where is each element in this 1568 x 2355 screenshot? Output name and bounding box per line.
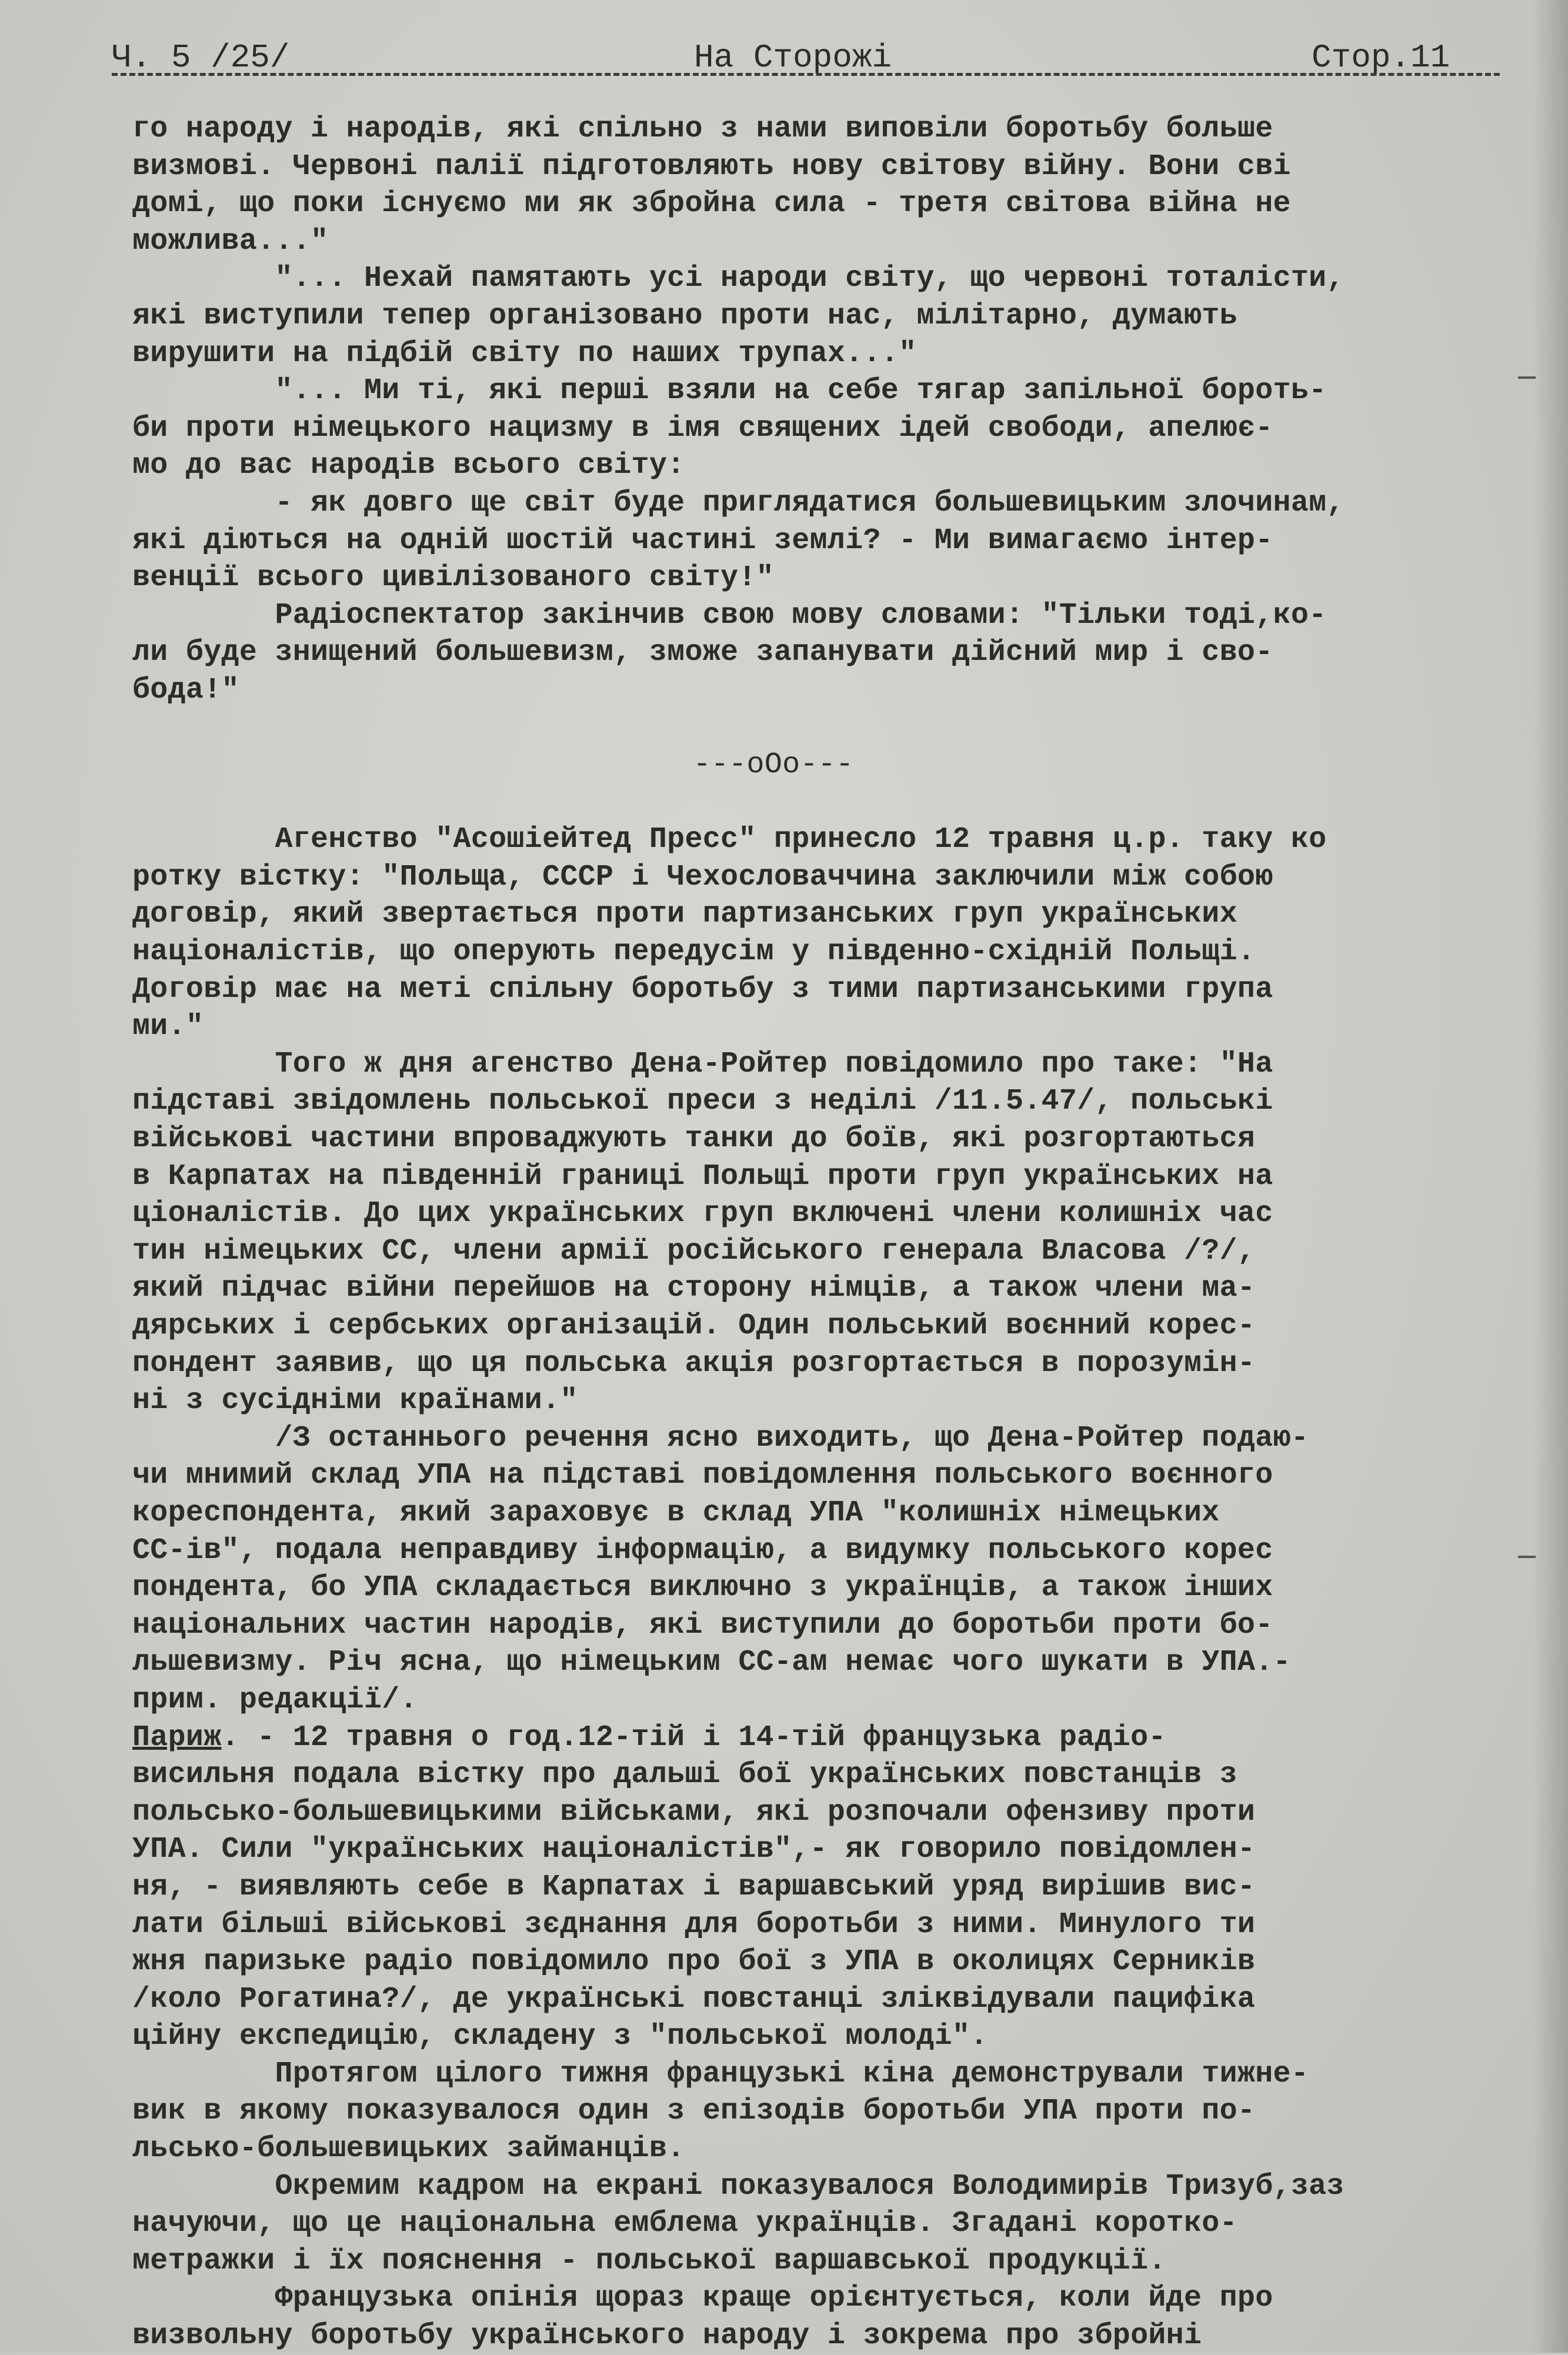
text-line: Договір має на меті спільну боротьбу з тими партизанськими групa — [132, 972, 1273, 1006]
text-line: СС-ів", подала неправдиву інформацію, а видумку польського корес — [132, 1533, 1273, 1567]
text-line: тин німецьких СС, члени армії російського генерала Власова /?/, — [132, 1234, 1256, 1268]
text-line: прим. редакції/. — [132, 1683, 418, 1717]
text-line: вирушити на підбій світу по наших трупах..." — [132, 336, 917, 371]
margin-mark — [1518, 376, 1536, 379]
text-line: /З останнього речення ясно виходить, що Дена-Ройтер подаю- — [132, 1421, 1309, 1455]
text-line: ротку вістку: "Польща, СССР і Чехословаччина заключили між собою — [132, 860, 1273, 894]
text-line: в Карпатах на південній границі Польщі проти груп українських на — [132, 1159, 1273, 1193]
text-line: висильня подала вістку про дальші бої українських повстанців з — [132, 1758, 1237, 1792]
text-line: венції всього цивілізованого світу!" — [132, 561, 774, 595]
text-line: го народу і народів, які спільно з нами виповіли боротьбу больше — [132, 112, 1273, 146]
text-line: пондент заявив, що ця польська акція розгортається в порозумін- — [132, 1346, 1256, 1380]
text-line: ли буде знищений большевизм, зможе запанувати дійсний мир і сво- — [132, 636, 1273, 670]
text-line: домі, що поки існуємо ми як збройна сила - третя світова війна не — [132, 187, 1291, 221]
text-line: льсько-большевицьких займанців. — [132, 2132, 685, 2166]
text-line: УПА. Сили "українських націоналістів",- як говорило повідомлен- — [132, 1833, 1256, 1867]
text-line: /коло Рогатина?/, де українські повстанці зліквідували пацифіка — [132, 1982, 1256, 2016]
text-line: ціоналістів. До цих українських груп включені члени колишніх час — [132, 1197, 1273, 1231]
text-line: можлива..." — [132, 224, 329, 258]
text-line: Протягом цілого тижня французькі кіна демонстрували тижне- — [132, 2057, 1309, 2091]
text-line: які діються на одній шостій частині землі? - Ми вимагаємо інтер- — [132, 523, 1273, 558]
text-line: Французька опінія щораз краще орієнтується, коли йде про — [132, 2281, 1273, 2316]
margin-mark — [1518, 1556, 1536, 1558]
text-line: договір, який звертається проти партизанських груп українських — [132, 898, 1237, 932]
text-line: Окремим кадром на екрані показувалося Володимирів Тризуб,заз — [132, 2169, 1345, 2203]
page-header — [112, 34, 1512, 81]
text-line: Агенство "Асошіейтед Пресс" принесло 12 травня ц.р. таку ко — [132, 823, 1327, 857]
text-line: підставі звідомлень польської преси з неділі /11.5.47/, польські — [132, 1085, 1273, 1119]
text-line: військові частини впроваджують танки до боїв, які розгортаються — [132, 1122, 1256, 1156]
text-line: націоналістів, що оперують передусім у південно-східній Польщі. — [132, 935, 1256, 969]
text-line: національних частин народів, які виступили до боротьби проти бо- — [132, 1608, 1273, 1642]
text-line: ---oOo--- — [693, 748, 854, 782]
text-line: які виступили тепер організовано проти нас, мілітарно, думають — [132, 299, 1237, 333]
text-line: жня паризьке радіо повідомило про бої з УПА в околицях Серників — [132, 1945, 1256, 1979]
text-line: чи мнимий склад УПА на підставі повідомлення польського воєнного — [132, 1459, 1273, 1493]
page-number: Стор.11 — [1312, 39, 1450, 76]
text-line: начуючи, що це національна емблема українців. Згадані коротко- — [132, 2207, 1237, 2241]
text-line — [132, 709, 1503, 747]
text-line: ня, - виявляють себе в Карпатах і варшавський уряд вирішив вис- — [132, 1870, 1256, 1904]
text-line: ми." — [132, 1010, 204, 1044]
text-line: ційну експедицію, складену з "польської молоді". — [132, 2020, 988, 2054]
text-line: дярських і сербських організацій. Один польський воєнний корес- — [132, 1309, 1256, 1343]
text-line: "... Ми ті, які перші взяли на себе тягар запільної бороть- — [132, 374, 1327, 408]
text-line: визвольну боротьбу українського народу і зокрема про збройні — [132, 2319, 1202, 2353]
text-line: польсько-большевицькими військами, які розпочали офензиву проти — [132, 1795, 1256, 1829]
text-line: би проти німецького нацизму в імя священих ідей свободи, апелює- — [132, 411, 1273, 445]
text-line: Того ж дня агенство Дена-Ройтер повідомило про таке: "На — [132, 1047, 1273, 1081]
text-line: пондента, бо УПА складається виключно з українців, а також інших — [132, 1571, 1273, 1605]
header-dashed-rule — [112, 73, 1500, 76]
text-line: бода!" — [132, 673, 239, 707]
newspaper-title: На Сторожі — [694, 39, 892, 76]
text-line: Париж. - 12 травня о год.12-тій і 14-тій французька радіо- — [132, 1720, 1166, 1754]
text-line: який підчас війни перейшов на сторону німців, а також члени ма- — [132, 1272, 1256, 1306]
text-line: лати більші військові зєднання для боротьби з ними. Минулого ти — [132, 1907, 1256, 1942]
page-edge-shadow — [1533, 0, 1568, 2353]
text-line: "... Нехай памятають усі народи світу, що червоні тоталісти, — [132, 262, 1345, 296]
text-line: ні з сусідніми країнами." — [132, 1384, 578, 1418]
body-text — [132, 111, 1503, 2355]
text-line: визмові. Червоні палії підготовляють нову світову війну. Вони сві — [132, 149, 1291, 184]
text-line: вик в якому показувалося один з епізодів боротьби УПА проти по- — [132, 2094, 1256, 2129]
text-line — [132, 784, 1503, 822]
text-line: метражки і їх пояснення - польської варшавської продукції. — [132, 2244, 1166, 2278]
text-line: мо до вас народів всього світу: — [132, 449, 685, 483]
text-line: - як довго ще світ буде приглядатися большевицьким злочинам, — [132, 486, 1345, 520]
issue-number: Ч. 5 /25/ — [112, 39, 290, 76]
text-line: кореспондента, який зараховує в склад УПА "колишніх німецьких — [132, 1496, 1220, 1530]
text-line: льшевизму. Річ ясна, що німецьким СС-ам немає чого шукати в УПА.- — [132, 1646, 1291, 1680]
text-line: Радіоспектатор закінчив свою мову словами: "Тільки тоді,ко- — [132, 598, 1327, 632]
